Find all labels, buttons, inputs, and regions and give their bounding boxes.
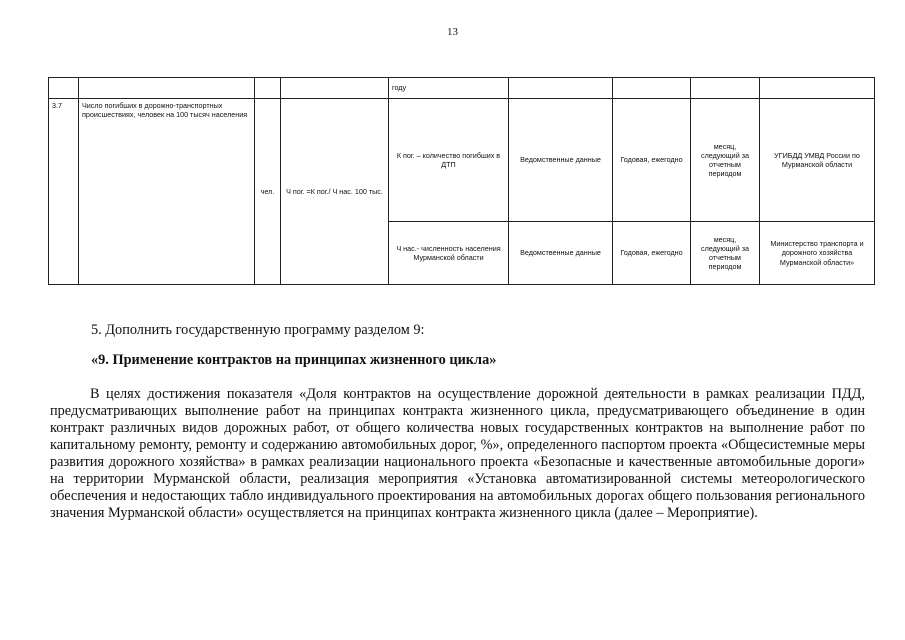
table-row [49, 99, 875, 222]
frequency-cell: Годовая, ежегодно [613, 222, 691, 285]
indicator-table [48, 77, 875, 285]
indicator-name: Число погибших в дорожно-транспортных происшествиях, человек на 100 тысяч населения [79, 99, 255, 285]
amendment-item: 5. Дополнить государственную программу разделом 9: [91, 322, 425, 338]
deadline-cell: месяц, следующий за отчетным периодом [691, 222, 760, 285]
component-cell: Ч нас.- численность населения Мурманской области [389, 222, 509, 285]
source-cell: Ведомственные данные [509, 99, 613, 222]
responsible-cell: УГИБДД УМВД России по Мурманской области [760, 99, 875, 222]
row-number: 3.7 [49, 99, 79, 285]
page-number: 13 [447, 26, 458, 38]
section-heading: «9. Применение контрактов на принципах жизненного цикла» [91, 352, 497, 368]
source-cell: Ведомственные данные [509, 222, 613, 285]
table-cell [509, 78, 613, 99]
component-cell: К пог. – количество погибших в ДТП [389, 99, 509, 222]
unit-cell: чел. [255, 99, 281, 285]
responsible-cell: Министерство транспорта и дорожного хозяйства Мурманской области» [760, 222, 875, 285]
table-cell [613, 78, 691, 99]
table-cell [49, 78, 79, 99]
frequency-cell: Годовая, ежегодно [613, 99, 691, 222]
body-paragraph: В целях достижения показателя «Доля контрактов на осуществление дорожной деятельности в рамках реализации ПДД, предусматривающих выполнение работ на принципах контракта жизненного цикла, предусматривающего объединение в один контракт различных видов дорожных работ, от общего количества новых государственных контрактов на выполнение работ по капитальному ремонту, ремонту и содержанию автомобильных дорог, %», определенного паспортом проекта «Общесистемные меры развития дорожного хозяйства» в рамках реализации национального проекта «Безопасные и качественные автомобильные дороги» на территории Мурманской области, реализация мероприятия «Установка автоматизированной системы метеорологического обеспечения и недостающих табло индивидуального проектирования на автомобильных дорогах общего пользования регионального значения Мурманской области» осуществляется на принципах контракта жизненного цикла (далее – Мероприятие). [50, 386, 865, 521]
table-row [49, 78, 875, 99]
table-cell-note: году [389, 78, 509, 99]
formula-cell: Ч пог. =К пог./ Ч нас. 100 тыс. [281, 99, 389, 285]
deadline-cell: месяц, следующий за отчетным периодом [691, 99, 760, 222]
table-cell [79, 78, 255, 99]
table-cell [281, 78, 389, 99]
table-cell [760, 78, 875, 99]
table-cell [691, 78, 760, 99]
table-cell [255, 78, 281, 99]
